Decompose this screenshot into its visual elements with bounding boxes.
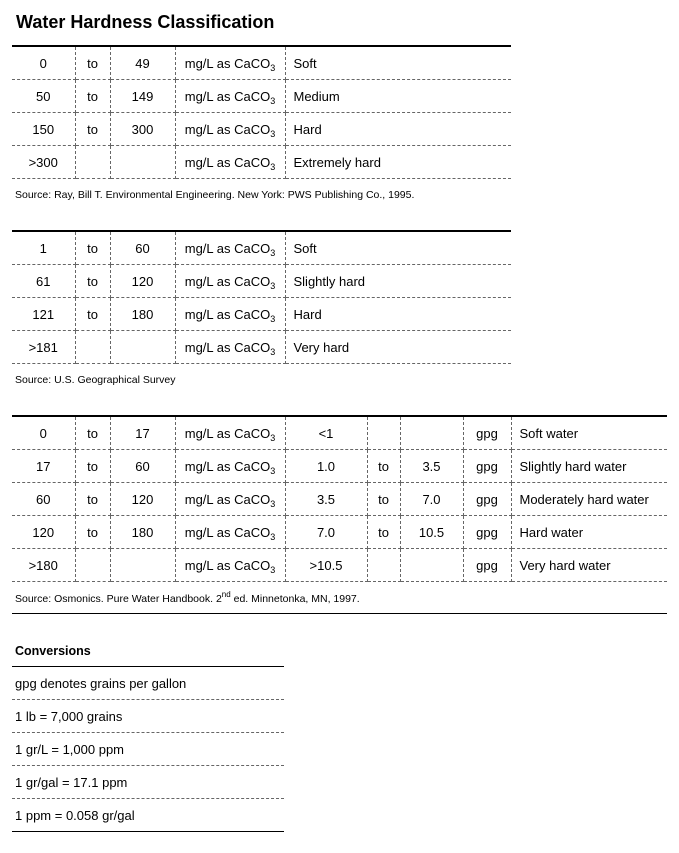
unit-cell bbox=[175, 516, 285, 549]
range-high: 180 bbox=[110, 298, 175, 331]
hardness-table-2 bbox=[12, 232, 511, 364]
table-row bbox=[12, 146, 511, 179]
gpg-to bbox=[367, 417, 400, 450]
gpg-high: 10.5 bbox=[400, 516, 463, 549]
range-high bbox=[110, 549, 175, 582]
range-low: 60 bbox=[12, 483, 75, 516]
range-high: 300 bbox=[110, 113, 175, 146]
list-item bbox=[12, 667, 284, 700]
range-low: 0 bbox=[12, 47, 75, 80]
range-low: >180 bbox=[12, 549, 75, 582]
unit-cell bbox=[175, 265, 285, 298]
gpg-to: to bbox=[367, 516, 400, 549]
gpg-to: to bbox=[367, 483, 400, 516]
unit-subscript: 3 bbox=[270, 161, 276, 172]
table-row bbox=[12, 265, 511, 298]
source-note-3 bbox=[15, 590, 360, 605]
table-row bbox=[12, 516, 667, 549]
gpg-unit: gpg bbox=[463, 549, 511, 582]
unit-subscript: 3 bbox=[270, 62, 276, 73]
unit-text: mg/L as CaCO bbox=[184, 557, 271, 573]
gpg-low: 7.0 bbox=[285, 516, 367, 549]
range-low: 1 bbox=[12, 232, 75, 265]
unit-subscript: 3 bbox=[270, 313, 276, 324]
range-high: 17 bbox=[110, 417, 175, 450]
range-to bbox=[75, 549, 110, 582]
list-item bbox=[12, 733, 284, 766]
range-to bbox=[75, 146, 110, 179]
classification: Slightly hard bbox=[285, 265, 511, 298]
unit-text: mg/L as CaCO bbox=[184, 458, 271, 474]
range-low: 150 bbox=[12, 113, 75, 146]
conversion-text: 1 ppm = 0.058 gr/gal bbox=[12, 799, 284, 832]
unit-text: mg/L as CaCO bbox=[184, 425, 271, 441]
gpg-high bbox=[400, 417, 463, 450]
range-high: 60 bbox=[110, 232, 175, 265]
range-to: to bbox=[75, 232, 110, 265]
range-low: 0 bbox=[12, 417, 75, 450]
unit-subscript: 3 bbox=[270, 247, 276, 258]
list-item bbox=[12, 799, 284, 832]
unit-text: mg/L as CaCO bbox=[184, 273, 271, 289]
unit-cell bbox=[175, 80, 285, 113]
unit-text: mg/L as CaCO bbox=[184, 524, 271, 540]
conversions-heading: Conversions bbox=[15, 644, 91, 658]
page-title: Water Hardness Classification bbox=[16, 12, 275, 32]
list-item bbox=[12, 700, 284, 733]
unit-text: mg/L as CaCO bbox=[184, 88, 271, 104]
unit-subscript: 3 bbox=[270, 531, 276, 542]
unit-cell bbox=[175, 450, 285, 483]
classification: Extremely hard bbox=[285, 146, 511, 179]
gpg-to bbox=[367, 549, 400, 582]
gpg-unit: gpg bbox=[463, 483, 511, 516]
classification: Hard bbox=[285, 113, 511, 146]
classification: Hard water bbox=[511, 516, 667, 549]
range-low: 17 bbox=[12, 450, 75, 483]
unit-subscript: 3 bbox=[270, 95, 276, 106]
table-row bbox=[12, 47, 511, 80]
unit-text: mg/L as CaCO bbox=[184, 121, 271, 137]
unit-cell bbox=[175, 232, 285, 265]
list-item bbox=[12, 766, 284, 799]
conversions-table bbox=[12, 667, 284, 832]
gpg-low: <1 bbox=[285, 417, 367, 450]
conversion-text: 1 gr/gal = 17.1 ppm bbox=[12, 766, 284, 799]
table-row bbox=[12, 298, 511, 331]
range-high: 120 bbox=[110, 265, 175, 298]
table-row bbox=[12, 417, 667, 450]
range-to: to bbox=[75, 450, 110, 483]
gpg-low: >10.5 bbox=[285, 549, 367, 582]
source-note-1: Source: Ray, Bill T. Environmental Engineering. New York: PWS Publishing Co., 1995. bbox=[15, 189, 415, 201]
range-low: 61 bbox=[12, 265, 75, 298]
unit-cell bbox=[175, 113, 285, 146]
range-to: to bbox=[75, 516, 110, 549]
hardness-table-3 bbox=[12, 417, 667, 582]
range-high: 120 bbox=[110, 483, 175, 516]
range-to: to bbox=[75, 483, 110, 516]
unit-subscript: 3 bbox=[270, 346, 276, 357]
classification: Hard bbox=[285, 298, 511, 331]
range-high: 60 bbox=[110, 450, 175, 483]
unit-subscript: 3 bbox=[270, 564, 276, 575]
range-high bbox=[110, 331, 175, 364]
range-to bbox=[75, 331, 110, 364]
range-low: >181 bbox=[12, 331, 75, 364]
classification: Medium bbox=[285, 80, 511, 113]
gpg-high bbox=[400, 549, 463, 582]
source-note-2: Source: U.S. Geographical Survey bbox=[15, 374, 176, 386]
classification: Soft bbox=[285, 47, 511, 80]
range-to: to bbox=[75, 417, 110, 450]
unit-cell bbox=[175, 47, 285, 80]
gpg-unit: gpg bbox=[463, 417, 511, 450]
unit-subscript: 3 bbox=[270, 280, 276, 291]
range-high bbox=[110, 146, 175, 179]
unit-subscript: 3 bbox=[270, 128, 276, 139]
range-to: to bbox=[75, 265, 110, 298]
range-low: >300 bbox=[12, 146, 75, 179]
range-high: 180 bbox=[110, 516, 175, 549]
range-to: to bbox=[75, 47, 110, 80]
table-row bbox=[12, 450, 667, 483]
classification: Soft water bbox=[511, 417, 667, 450]
range-to: to bbox=[75, 113, 110, 146]
gpg-low: 1.0 bbox=[285, 450, 367, 483]
table3-bottom-rule bbox=[12, 613, 667, 614]
unit-subscript: 3 bbox=[270, 465, 276, 476]
range-high: 49 bbox=[110, 47, 175, 80]
range-low: 121 bbox=[12, 298, 75, 331]
unit-cell bbox=[175, 298, 285, 331]
unit-cell bbox=[175, 331, 285, 364]
source-text: Source: Osmonics. Pure Water Handbook. 2 bbox=[15, 593, 222, 605]
gpg-to: to bbox=[367, 450, 400, 483]
unit-text: mg/L as CaCO bbox=[184, 306, 271, 322]
table-row bbox=[12, 549, 667, 582]
hardness-table-1 bbox=[12, 47, 511, 179]
classification: Moderately hard water bbox=[511, 483, 667, 516]
source-superscript: nd bbox=[221, 590, 231, 599]
unit-subscript: 3 bbox=[270, 498, 276, 509]
source-text-end: ed. Minnetonka, MN, 1997. bbox=[230, 593, 360, 605]
table-row bbox=[12, 232, 511, 265]
conversion-text: 1 gr/L = 1,000 ppm bbox=[12, 733, 284, 766]
range-to: to bbox=[75, 298, 110, 331]
unit-text: mg/L as CaCO bbox=[184, 240, 271, 256]
range-high: 149 bbox=[110, 80, 175, 113]
unit-cell bbox=[175, 549, 285, 582]
unit-cell bbox=[175, 146, 285, 179]
classification: Very hard water bbox=[511, 549, 667, 582]
conversion-text: gpg denotes grains per gallon bbox=[12, 667, 284, 700]
table-row bbox=[12, 331, 511, 364]
gpg-unit: gpg bbox=[463, 516, 511, 549]
unit-text: mg/L as CaCO bbox=[184, 339, 271, 355]
unit-subscript: 3 bbox=[270, 432, 276, 443]
table-row bbox=[12, 113, 511, 146]
classification: Very hard bbox=[285, 331, 511, 364]
unit-cell bbox=[175, 417, 285, 450]
table-row bbox=[12, 483, 667, 516]
unit-cell bbox=[175, 483, 285, 516]
table-row bbox=[12, 80, 511, 113]
unit-text: mg/L as CaCO bbox=[184, 154, 271, 170]
gpg-high: 3.5 bbox=[400, 450, 463, 483]
range-to: to bbox=[75, 80, 110, 113]
range-low: 50 bbox=[12, 80, 75, 113]
unit-text: mg/L as CaCO bbox=[184, 491, 271, 507]
gpg-low: 3.5 bbox=[285, 483, 367, 516]
conversion-text: 1 lb = 7,000 grains bbox=[12, 700, 284, 733]
range-low: 120 bbox=[12, 516, 75, 549]
unit-text: mg/L as CaCO bbox=[184, 55, 271, 71]
gpg-high: 7.0 bbox=[400, 483, 463, 516]
classification: Slightly hard water bbox=[511, 450, 667, 483]
classification: Soft bbox=[285, 232, 511, 265]
gpg-unit: gpg bbox=[463, 450, 511, 483]
